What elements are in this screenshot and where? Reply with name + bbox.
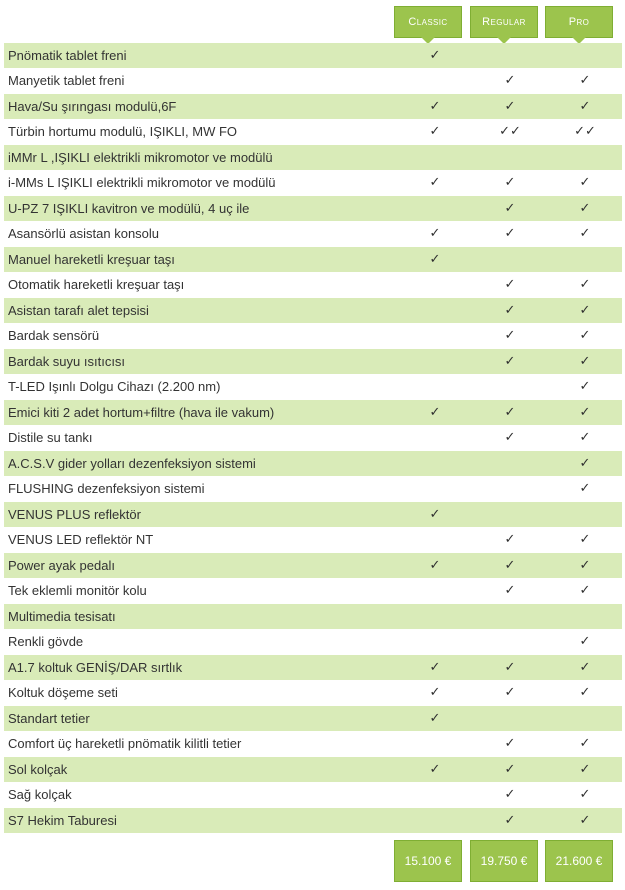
check-cell-pro: ✓ [579, 404, 591, 420]
feature-label: Sağ kolçak [8, 787, 72, 803]
table-row [4, 349, 622, 375]
table-row [4, 324, 622, 350]
table-row [4, 43, 622, 69]
feature-label: Renkli gövde [8, 634, 84, 650]
check-cell-regular: ✓ [504, 328, 516, 344]
check-cell-regular: ✓ [504, 404, 516, 420]
feature-label: Türbin hortumu modulü, IŞIKLI, MW FO [8, 124, 238, 140]
feature-label: Otomatik hareketli kreşuar taşı [8, 277, 185, 293]
column-header-label: Pro [568, 16, 590, 28]
check-cell-regular: ✓ [504, 583, 516, 599]
table-row [4, 145, 622, 171]
table-row [4, 400, 622, 426]
feature-label: T-LED Işınlı Dolgu Cihazı (2.200 nm) [8, 379, 221, 395]
check-cell-regular: ✓ [504, 277, 516, 293]
check-cell-regular: ✓ [504, 685, 516, 701]
feature-label: A.C.S.V gider yolları dezenfeksiyon sistemi [8, 455, 256, 471]
price-pro [545, 840, 613, 882]
check-cell-pro: ✓ [579, 328, 591, 344]
table-row [4, 298, 622, 324]
feature-label: U-PZ 7 IŞIKLI kavitron ve modülü, 4 uç ile [8, 200, 250, 216]
feature-label: Asistan tarafı alet tepsisi [8, 302, 149, 318]
check-cell-classic: ✓ [429, 98, 441, 114]
feature-label: Asansörlü asistan konsolu [8, 226, 160, 242]
check-cell-classic: ✓ [429, 506, 441, 522]
table-row [4, 732, 622, 758]
check-cell-regular: ✓ [504, 226, 516, 242]
check-cell-regular: ✓ [504, 787, 516, 803]
feature-label: Manyetik tablet freni [8, 73, 125, 89]
table-row [4, 451, 622, 477]
check-cell-regular: ✓ [504, 175, 516, 191]
check-cell-pro: ✓ [579, 557, 591, 573]
feature-label: Distile su tankı [8, 430, 93, 446]
check-cell-pro: ✓ [579, 761, 591, 777]
check-cell-pro: ✓ [579, 532, 591, 548]
check-cell-classic: ✓ [429, 761, 441, 777]
check-cell-regular: ✓ [504, 761, 516, 777]
price-label: 21.600 € [555, 854, 603, 868]
feature-label: iMMr L ,IŞIKLI elektrikli mikromotor ve modülü [8, 149, 273, 165]
table-row [4, 604, 622, 630]
check-cell-pro: ✓ [579, 379, 591, 395]
table-row [4, 783, 622, 809]
table-row [4, 375, 622, 401]
check-cell-pro: ✓ [579, 430, 591, 446]
feature-label: Manuel hareketli kreşuar taşı [8, 251, 175, 267]
feature-label: Emici kiti 2 adet hortum+filtre (hava ile vakum) [8, 404, 275, 420]
check-cell-pro: ✓ [579, 98, 591, 114]
check-cell-regular: ✓ [504, 353, 516, 369]
column-header-regular [470, 6, 538, 38]
feature-label: VENUS PLUS reflektör [8, 506, 141, 522]
check-cell-pro: ✓ [579, 277, 591, 293]
check-cell-regular: ✓ [504, 200, 516, 216]
check-cell-pro: ✓ [579, 200, 591, 216]
column-header-label: Classic [408, 16, 448, 28]
price-regular [470, 840, 538, 882]
check-cell-pro: ✓ [579, 736, 591, 752]
price-label: 19.750 € [480, 854, 528, 868]
check-cell-classic: ✓ [429, 685, 441, 701]
column-headers [394, 6, 621, 38]
check-cell-regular: ✓ [504, 557, 516, 573]
check-cell-classic: ✓ [429, 47, 441, 63]
check-cell-regular: ✓ [504, 659, 516, 675]
price-row [394, 840, 621, 882]
check-cell-regular: ✓ [504, 302, 516, 318]
table-row [4, 808, 622, 834]
check-cell-pro: ✓ [579, 659, 591, 675]
feature-label: FLUSHING dezenfeksiyon sistemi [8, 481, 205, 497]
check-cell-classic: ✓ [429, 226, 441, 242]
check-cell-classic: ✓ [429, 175, 441, 191]
check-cell-classic: ✓ [429, 124, 441, 140]
feature-label: Multimedia tesisatı [8, 608, 116, 624]
check-cell-regular: ✓ [504, 532, 516, 548]
check-cell-pro: ✓ [579, 455, 591, 471]
check-cell-classic: ✓ [429, 710, 441, 726]
feature-label: Hava/Su şırıngası modulü,6F [8, 98, 177, 114]
check-cell-pro: ✓✓ [574, 124, 596, 140]
feature-label: Bardak suyu ısıtıcısı [8, 353, 126, 369]
table-row [4, 426, 622, 452]
feature-label: S7 Hekim Taburesi [8, 812, 117, 828]
check-cell-regular: ✓✓ [499, 124, 521, 140]
feature-label: Pnömatik tablet freni [8, 47, 127, 63]
check-cell-regular: ✓ [504, 430, 516, 446]
table-row [4, 655, 622, 681]
check-cell-pro: ✓ [579, 226, 591, 242]
check-cell-pro: ✓ [579, 73, 591, 89]
check-cell-pro: ✓ [579, 583, 591, 599]
column-header-label: Regular [482, 16, 526, 28]
table-row [4, 247, 622, 273]
check-cell-regular: ✓ [504, 98, 516, 114]
check-cell-pro: ✓ [579, 302, 591, 318]
check-cell-regular: ✓ [504, 736, 516, 752]
check-cell-pro: ✓ [579, 685, 591, 701]
table-row [4, 706, 622, 732]
feature-label: Comfort üç hareketli pnömatik kilitli tetier [8, 736, 242, 752]
feature-label: VENUS LED reflektör NT [8, 532, 154, 548]
feature-label: Power ayak pedalı [8, 557, 115, 573]
table-row [4, 222, 622, 248]
check-cell-pro: ✓ [579, 175, 591, 191]
table-row [4, 94, 622, 120]
table-row [4, 757, 622, 783]
table-row [4, 69, 622, 95]
check-cell-regular: ✓ [504, 73, 516, 89]
table-row [4, 681, 622, 707]
check-cell-pro: ✓ [579, 481, 591, 497]
check-cell-pro: ✓ [579, 812, 591, 828]
column-header-classic [394, 6, 462, 38]
table-row [4, 630, 622, 656]
table-row [4, 120, 622, 146]
table-row [4, 273, 622, 299]
table-row [4, 477, 622, 503]
feature-label: Tek eklemli monitör kolu [8, 583, 147, 599]
table-row [4, 502, 622, 528]
table-row [4, 553, 622, 579]
feature-label: A1.7 koltuk GENİŞ/DAR sırtlık [8, 659, 183, 675]
table-row [4, 528, 622, 554]
feature-label: Standart tetier [8, 710, 90, 726]
feature-label: Sol kolçak [8, 761, 68, 777]
check-cell-classic: ✓ [429, 659, 441, 675]
check-cell-classic: ✓ [429, 251, 441, 267]
table-row [4, 196, 622, 222]
column-header-pro [545, 6, 613, 38]
feature-label: Bardak sensörü [8, 328, 100, 344]
check-cell-classic: ✓ [429, 557, 441, 573]
check-cell-regular: ✓ [504, 812, 516, 828]
check-cell-pro: ✓ [579, 787, 591, 803]
feature-label: Koltuk döşeme seti [8, 685, 118, 701]
feature-label: i-MMs L IŞIKLI elektrikli mikromotor ve modülü [8, 175, 276, 191]
check-cell-classic: ✓ [429, 404, 441, 420]
feature-table [4, 43, 622, 834]
check-cell-pro: ✓ [579, 634, 591, 650]
table-row [4, 171, 622, 197]
table-row [4, 579, 622, 605]
price-classic [394, 840, 462, 882]
price-label: 15.100 € [404, 854, 452, 868]
check-cell-pro: ✓ [579, 353, 591, 369]
